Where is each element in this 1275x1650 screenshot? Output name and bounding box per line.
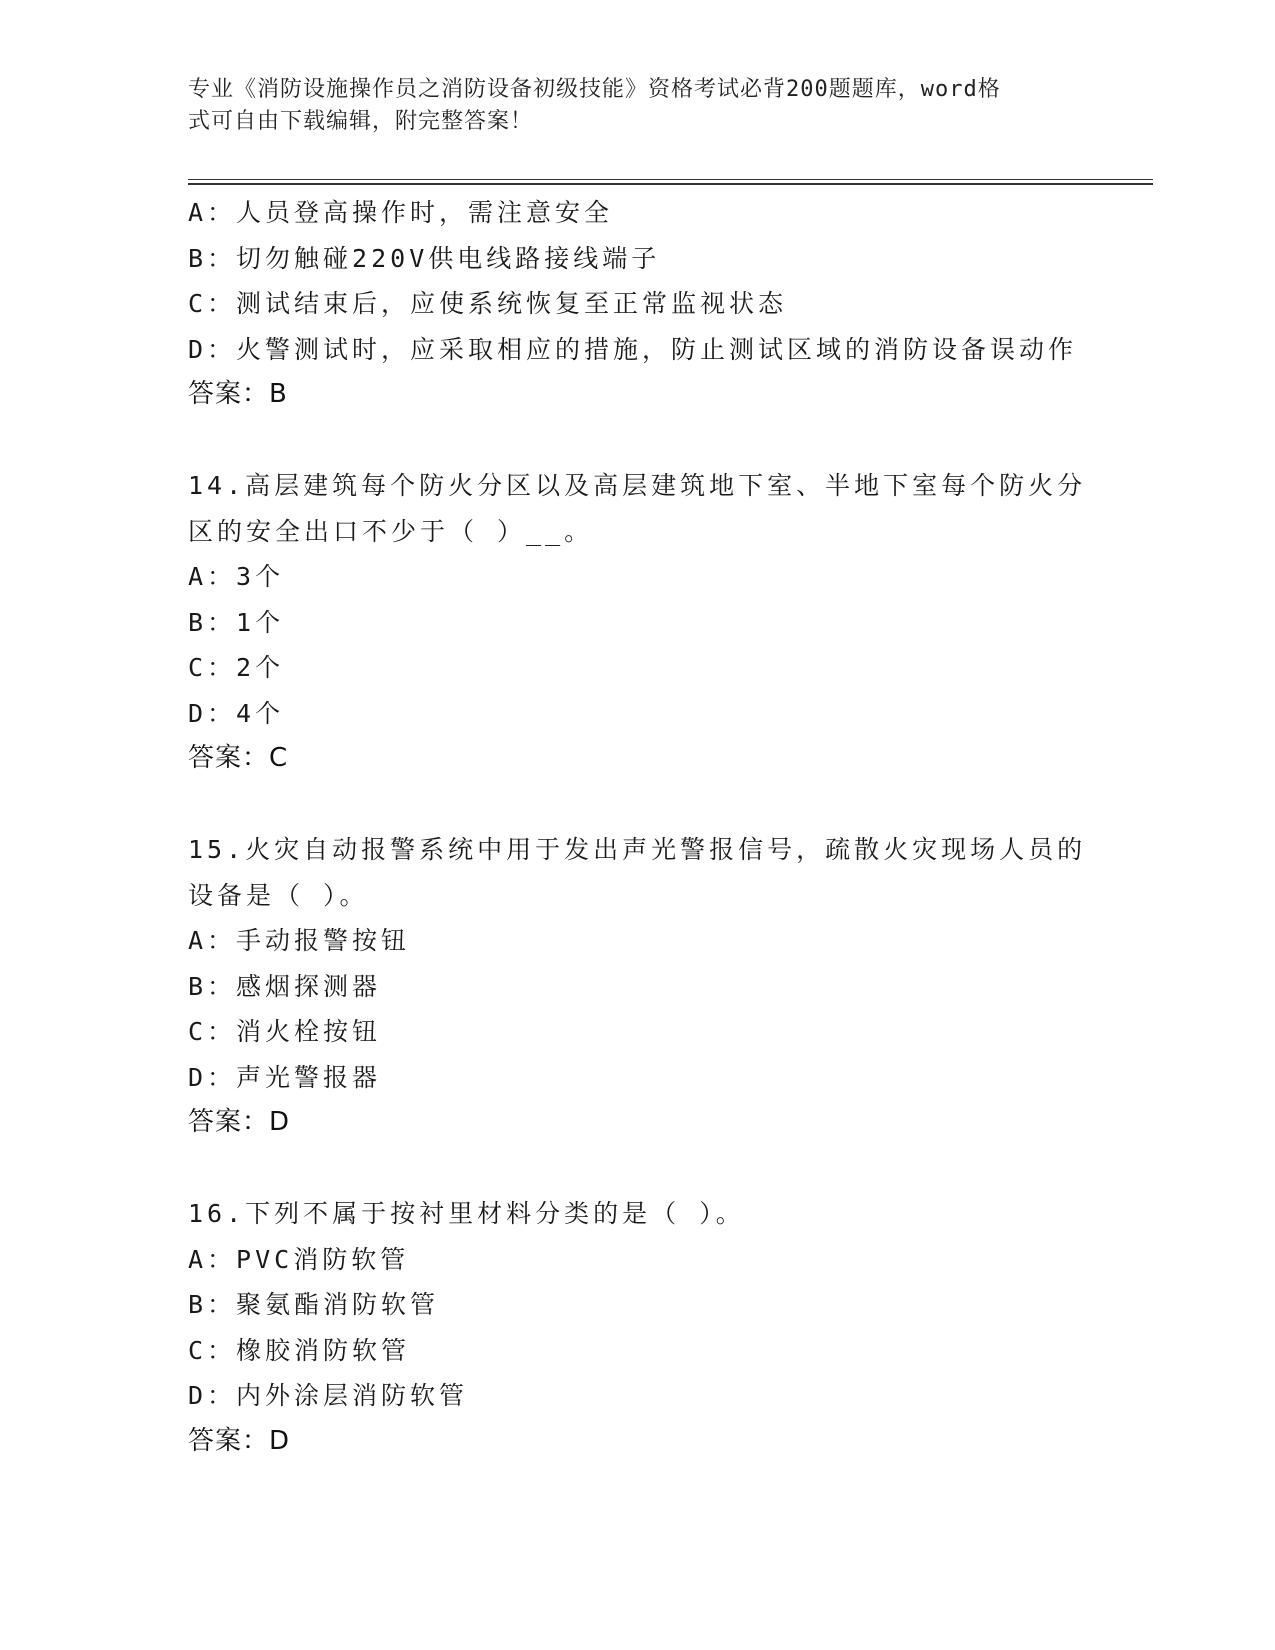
answer-line: 答案：D <box>188 1107 291 1137</box>
option-c: C：2个 <box>188 653 285 682</box>
option-a: A：人员登高操作时，需注意安全 <box>188 198 614 227</box>
question-14 <box>188 463 1088 782</box>
document-header <box>188 74 1068 138</box>
option-a: A：PVC消防软管 <box>188 1244 410 1274</box>
question-16 <box>188 1191 1088 1464</box>
option-d: D：内外涂层消防软管 <box>188 1381 469 1410</box>
question-stem-line-2: 区的安全出口不少于（ ）__。 <box>188 516 594 546</box>
question-stem-line-1: 14.高层建筑每个防火分区以及高层建筑地下室、半地下室每个防火分 <box>188 471 1087 500</box>
option-c: C：测试结束后，应使系统恢复至正常监视状态 <box>188 289 788 318</box>
question-15 <box>188 827 1088 1146</box>
spacer <box>188 418 1088 464</box>
answer-line: 答案：D <box>188 1425 291 1456</box>
question-13-continued <box>188 190 1088 418</box>
question-stem-line-1: 15.火灾自动报警系统中用于发出声光警报信号，疏散火灾现场人员的 <box>188 835 1087 864</box>
question-stem-line-2: 设备是（ ）。 <box>188 880 369 910</box>
option-c: C：橡胶消防软管 <box>188 1335 411 1365</box>
header-title-line-2: 式可自由下载编辑，附完整答案！ <box>188 109 534 134</box>
answer-line: 答案：C <box>188 743 289 773</box>
option-a: A：手动报警按钮 <box>188 926 411 955</box>
question-stem-line-1: 16.下列不属于按衬里材料分类的是（ ）。 <box>188 1199 745 1228</box>
option-d: D：4个 <box>188 698 285 728</box>
option-c: C：消火栓按钮 <box>188 1017 382 1046</box>
header-title-line-1: 专业《消防设施操作员之消防设备初级技能》资格考试必背200题题库，word格 <box>188 77 1001 102</box>
spacer <box>188 782 1088 828</box>
option-b: B：感烟探测器 <box>188 971 382 1001</box>
option-d: D：声光警报器 <box>188 1062 382 1092</box>
question-list <box>188 190 1088 1464</box>
header-divider-thick <box>188 183 1153 185</box>
header-divider-thin <box>188 179 1153 180</box>
answer-line: 答案：B <box>188 379 288 409</box>
option-a: A：3个 <box>188 562 285 591</box>
option-b: B：1个 <box>188 607 285 637</box>
option-b: B：切勿触碰220V供电线路接线端子 <box>188 243 661 273</box>
option-b: B：聚氨酯消防软管 <box>188 1290 440 1319</box>
spacer <box>188 1146 1088 1192</box>
option-d: D：火警测试时，应采取相应的措施，防止测试区域的消防设备误动作 <box>188 334 1078 364</box>
